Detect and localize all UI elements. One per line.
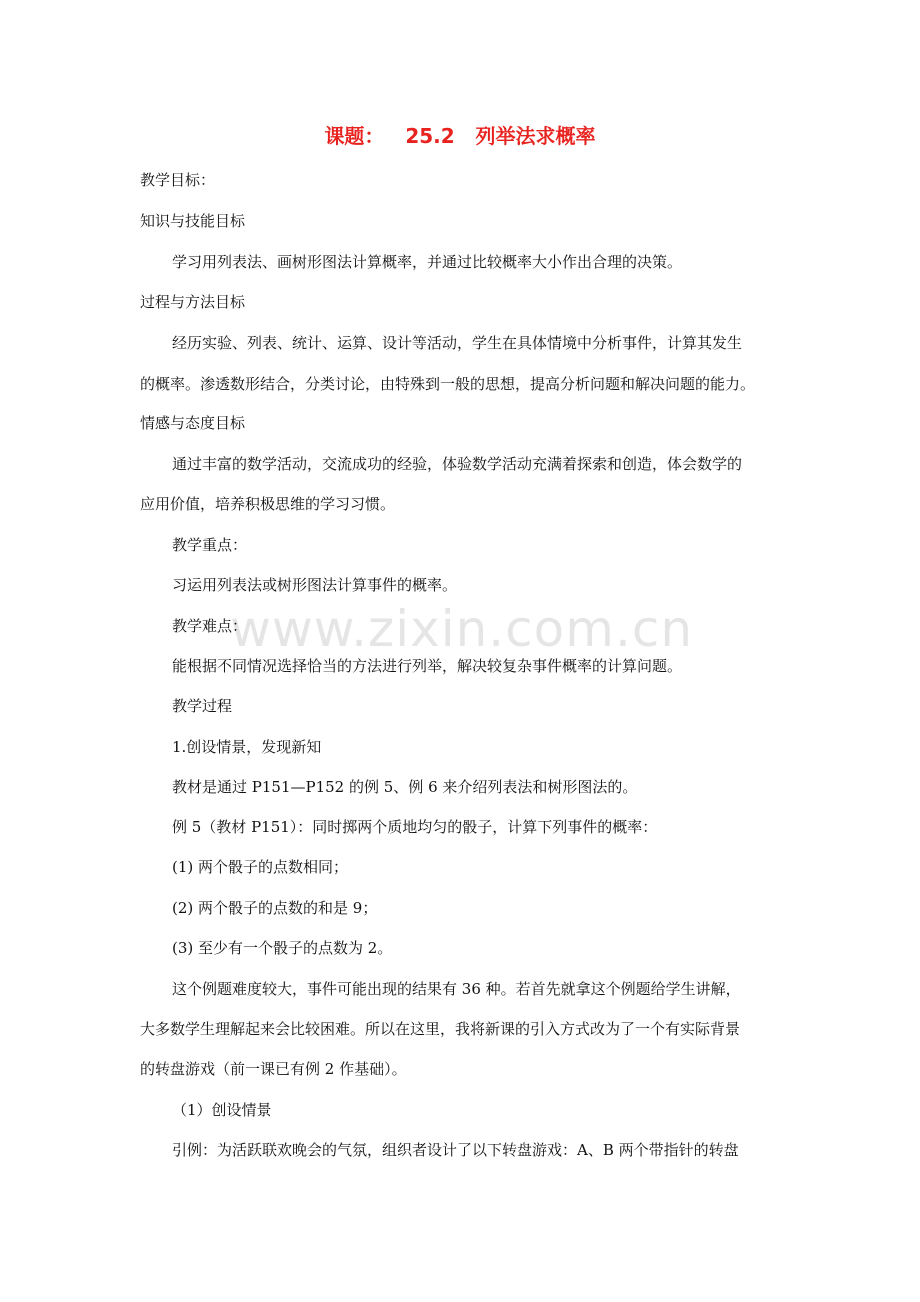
watermark: www.zixin.com.cn	[230, 600, 694, 658]
text-line: 教学重点：	[172, 536, 248, 554]
text-line: (2) 两个骰子的点数的和是 9；	[172, 899, 378, 917]
text-line: 学习用列表法、画树形图法计算概率，并通过比较概率大小作出合理的决策。	[172, 253, 683, 271]
text-line: 引例：为活跃联欢晚会的气氛，组织者设计了以下转盘游戏：A、B 两个带指针的转盘	[172, 1141, 739, 1159]
text-line: 这个例题难度较大，事件可能出现的结果有 36 种。若首先就拿这个例题给学生讲解，	[172, 980, 741, 998]
text-line: 能根据不同情况选择恰当的方法进行列举，解决较复杂事件概率的计算问题。	[172, 657, 683, 675]
text-line: 教学目标：	[140, 171, 216, 189]
text-line: 知识与技能目标	[140, 212, 246, 230]
text-line: 教学过程	[172, 697, 233, 715]
text-line: 1.创设情景，发现新知	[172, 738, 322, 756]
text-line: 例 5（教材 P151）：同时掷两个质地均匀的骰子，计算下列事件的概率：	[172, 818, 658, 836]
text-line: 教材是通过 P151—P152 的例 5、例 6 来介绍列表法和树形图法的。	[172, 778, 638, 796]
text-line: (1) 两个骰子的点数相同；	[172, 858, 349, 876]
text-line: 习运用列表法或树形图法计算事件的概率。	[172, 576, 458, 594]
text-line: 过程与方法目标	[140, 293, 246, 311]
text-line: 应用价值，培养积极思维的学习习惯。	[140, 495, 396, 513]
text-line: 经历实验、列表、统计、运算、设计等活动，学生在具体情境中分析事件，计算其发生	[172, 334, 743, 352]
text-line: 的概率。渗透数形结合，分类讨论，由特殊到一般的思想，提高分析问题和解决问题的能力。	[140, 375, 756, 393]
text-line: （1）创设情景	[172, 1101, 272, 1119]
text-line: 的转盘游戏（前一课已有例 2 作基础）。	[140, 1060, 407, 1078]
text-line: 通过丰富的数学活动，交流成功的经验，体验数学活动充满着探索和创造，体会数学的	[172, 455, 743, 473]
text-line: 情感与态度目标	[140, 414, 246, 432]
text-line: 教学难点：	[172, 617, 248, 635]
text-line: 大多数学生理解起来会比较困难。所以在这里，我将新课的引入方式改为了一个有实际背景	[140, 1020, 741, 1038]
document-title: 课题： 25.2 列举法求概率	[324, 124, 596, 148]
text-line: (3) 至少有一个骰子的点数为 2。	[172, 939, 393, 957]
